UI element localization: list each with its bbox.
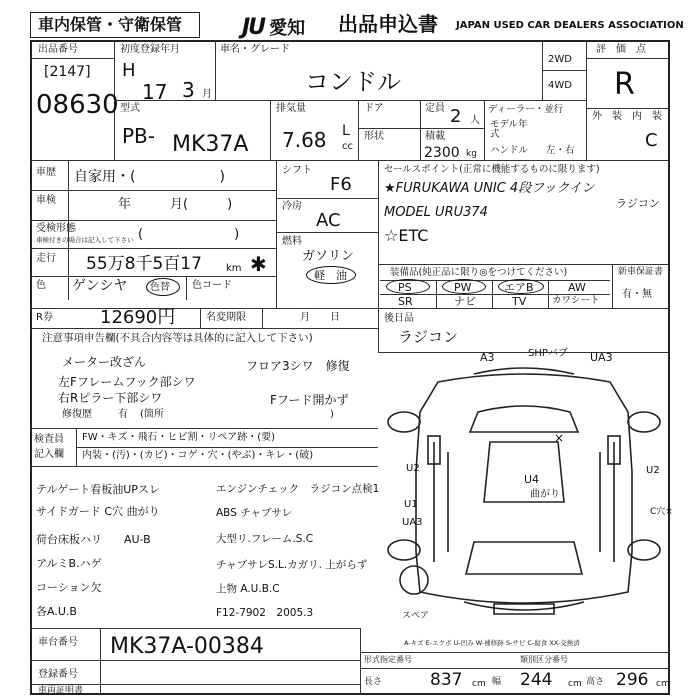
shift-value: F6 <box>330 174 352 195</box>
rating-ext-label: 外 装 内 装 <box>592 111 662 122</box>
equip-pw: PW <box>454 281 472 294</box>
equip-sr: SR <box>398 295 413 308</box>
fuel-light-circle <box>306 266 356 284</box>
registration-month-unit: 月 <box>202 89 212 100</box>
car-name-value: コンドル <box>305 68 401 96</box>
association-name: JAPAN USED CAR DEALERS ASSOCIATION <box>456 20 684 31</box>
car-name-label: 車名・グレード <box>220 44 290 55</box>
width-value: 244 <box>520 670 553 690</box>
notes-label: 注意事項申告欄(不具合内容等は具体的に記入して下さい) <box>42 332 313 344</box>
insp-left-2: サイドガード C穴 曲がり <box>36 505 160 518</box>
rating-ext-value: C <box>645 130 658 151</box>
chassis-label: 車台番号 <box>38 637 78 648</box>
load-label: 積載 <box>425 131 445 142</box>
receive-sub: 車検付きの場合は記入して下さい <box>36 236 134 244</box>
shift-label: シフト <box>282 165 312 176</box>
note-item-4: フロア3シワ 修復 <box>246 359 350 373</box>
wheel-front-left <box>388 412 420 432</box>
model-code-label: 型式 <box>120 103 140 114</box>
chassis-value: MK37A-00384 <box>110 634 264 659</box>
inspection-label: 車検 <box>36 195 56 206</box>
dealer-label: ディーラー・並行 <box>488 104 564 115</box>
sales-points-line2: MODEL URU374 <box>384 205 488 220</box>
diag-a3: A3 <box>480 351 495 364</box>
color-value: ゲンシヤ <box>72 278 128 294</box>
history-value: 自家用・( ) <box>74 169 225 185</box>
diagram-legend: A-キズ E-エクボ U-凹み W-補修跡 S-サビ C-腐食 XX-交換済 <box>404 639 580 647</box>
equipment-grid <box>380 280 610 308</box>
insp-left-4: アルミB.ハゲ <box>36 557 102 570</box>
displacement-value: 7.68 <box>282 128 327 152</box>
registration-month: 3 <box>182 78 195 102</box>
fuel-light: 軽 油 <box>314 269 347 282</box>
logo <box>242 14 305 40</box>
checks-row1: FW・キズ・飛石・ヒビ割・リペア跡・(要) <box>82 432 276 443</box>
displacement-label: 排気量 <box>276 103 306 114</box>
mileage-value: 55万8千5百17 <box>86 254 202 274</box>
form-title: 出品申込書 <box>338 12 438 36</box>
equip-airbag: エアB <box>504 281 534 294</box>
insp-right-1: エンジンチェック ラジコン点検1 <box>216 483 380 495</box>
equip-navi: ナビ <box>454 295 476 308</box>
fuel-value: ガソリン <box>302 249 355 264</box>
mileage-label: 走行 <box>36 253 56 264</box>
color-code-label: 色コード <box>192 280 232 291</box>
dims-label2: 類別区分番号 <box>520 655 568 664</box>
car-diagram <box>378 352 670 642</box>
warranty-label: 新車保証書 <box>618 267 664 277</box>
capacity-label: 定員 <box>425 103 445 114</box>
diag-ua3-left: UA3 <box>402 517 423 528</box>
ac-value: AC <box>316 210 341 231</box>
rating-value: R <box>614 67 635 102</box>
note-item-5: Fフード開かず <box>270 393 349 407</box>
color-paint-circle <box>146 278 180 296</box>
note-item-3: 右Rピラー下部シワ <box>58 391 163 405</box>
rating-label: 評 価 点 <box>596 44 646 55</box>
checks-row2: 内装・(汚)・(カビ)・コゲ・穴・(やぶ)・キレ・(破) <box>82 450 314 461</box>
sales-points-label: セールスポイント(正常に機能するものに限ります) <box>384 164 600 175</box>
model-code-value: MK37A <box>172 132 249 157</box>
sales-points-line1b: ラジコン <box>616 197 660 210</box>
load-unit: kg <box>466 149 477 159</box>
insp-right-2: ABS チャブサレ <box>216 507 293 519</box>
color-paint-label: 色替 <box>150 282 170 293</box>
height-label: 高さ <box>586 677 605 687</box>
sales-points-line1: ★FURUKAWA UNIC 4段フックイン <box>384 181 595 196</box>
shape-label: 形状 <box>364 131 384 142</box>
length-value: 837 <box>430 670 463 690</box>
door-label: ドア <box>364 103 384 114</box>
history-label: 車歴 <box>36 167 56 178</box>
lot-number: 08630 <box>36 90 119 120</box>
insp-right-3: 大型リ.フレーム.S.C <box>216 533 314 545</box>
retrofit-value: ラジコン <box>398 328 459 346</box>
insp-left-5: コーション欠 <box>36 581 102 594</box>
insp-right-5: 上物 A.U.B.C <box>216 583 280 595</box>
drive-4wd: 4WD <box>548 80 572 91</box>
displacement-unit: L <box>342 123 350 139</box>
storage-label: 車内保管・守衛保管 <box>38 15 183 34</box>
recycle-value: 12690円 <box>100 307 176 328</box>
diag-u4: U4 <box>524 473 540 486</box>
diag-u1: U1 <box>404 499 418 510</box>
insp-right-6: F12-7902 2005.3 <box>216 607 314 619</box>
capacity-value: 2 <box>450 106 462 127</box>
registration-year: 17 <box>142 80 168 104</box>
spare-label: スペア <box>402 611 430 621</box>
dims-label: 形式指定番号 <box>364 655 412 664</box>
name-change-label: 名変期限 <box>206 312 246 323</box>
diag-ua3-top: UA3 <box>590 351 613 364</box>
width-label: 幅 <box>492 677 502 687</box>
retrofit-label: 後日品 <box>384 313 414 324</box>
color-label: 色 <box>36 280 46 291</box>
logo-mark: JU <box>242 15 265 40</box>
lot-bracket: [2147] <box>44 64 91 80</box>
insp-right-4: チャブサレS.L.カガリ. 上がらず <box>216 559 368 571</box>
name-change-value: 月 日 <box>300 312 340 323</box>
warranty-value: 有・無 <box>622 289 652 300</box>
height-unit: cm <box>656 679 670 689</box>
lot-label: 出品番号 <box>38 44 78 55</box>
equip-tv: TV <box>512 295 527 308</box>
diag-u2-left: U2 <box>406 463 420 474</box>
note-item-2: 左Fフレームフック部シワ <box>58 375 196 389</box>
sales-points-line3: ☆ETC <box>384 226 429 245</box>
insp-left-3: 荷台床板ハリ AU-B <box>36 533 151 546</box>
length-unit: cm <box>472 679 486 689</box>
mileage-mark: ✱ <box>250 252 267 276</box>
inspector-label: 検査員 <box>34 434 64 445</box>
repair-location: (箇所 <box>140 409 164 420</box>
model-code-prefix: PB- <box>122 124 155 148</box>
insp-left-1: テルゲート看板油UPスレ <box>36 483 160 496</box>
repair-value: 有 <box>118 409 128 420</box>
capacity-unit: 人 <box>470 115 480 126</box>
inspection-value: 年 月( ) <box>118 197 233 212</box>
car-hood <box>470 406 578 432</box>
width-unit: cm <box>568 679 582 689</box>
dealer-handle-label: ハンドル <box>490 145 529 156</box>
fuel-label: 燃料 <box>282 236 302 247</box>
diag-x: × <box>554 431 565 445</box>
displacement-unit-cc: cc <box>342 141 353 152</box>
plate-label: 登録番号 <box>38 669 78 680</box>
equip-airbag-circle <box>498 279 544 294</box>
dealer-model-year: モデル年式 <box>490 119 528 140</box>
car-trunk <box>466 542 582 574</box>
diag-shp: SHPバブ <box>528 348 568 359</box>
equip-ps-circle <box>386 279 430 294</box>
equip-pw-circle <box>442 279 486 294</box>
ac-label: 冷房 <box>282 201 302 212</box>
diag-u2-right: U2 <box>646 465 660 476</box>
equip-ps: PS <box>398 281 412 294</box>
diag-c-hole: C穴× <box>650 507 673 517</box>
repair-label: 修復歴 <box>62 409 92 420</box>
logo-pref: 愛知 <box>269 18 306 39</box>
length-label: 長さ <box>364 677 383 687</box>
spare-wheel <box>400 566 428 594</box>
drive-2wd: 2WD <box>548 54 572 65</box>
load-value: 2300 <box>424 145 460 161</box>
equip-aw: AW <box>568 281 586 294</box>
registration-label: 初度登録年月 <box>120 44 180 55</box>
record-label: 記入欄 <box>34 449 64 460</box>
equipment-label: 装備品(純正品に限り◎をつけてください) <box>390 267 568 278</box>
recycle-label: R券 <box>36 312 53 323</box>
cert-label: 車両証明書 <box>38 686 84 696</box>
equip-seat: カワシート <box>552 295 600 306</box>
mileage-unit: km <box>226 263 242 274</box>
registration-era: H <box>122 60 136 81</box>
receive-value: ( ) <box>138 227 240 242</box>
dealer-handle-opts: 左・右 <box>546 145 575 156</box>
height-value: 296 <box>616 670 649 690</box>
diag-bend: 曲がり <box>530 489 560 500</box>
note-item-1: メーター改ざん <box>62 355 147 369</box>
receive-label: 受検形態 <box>36 223 76 234</box>
insp-left-6: 各A.U.B <box>36 605 77 618</box>
wheel-front-right <box>628 412 660 432</box>
